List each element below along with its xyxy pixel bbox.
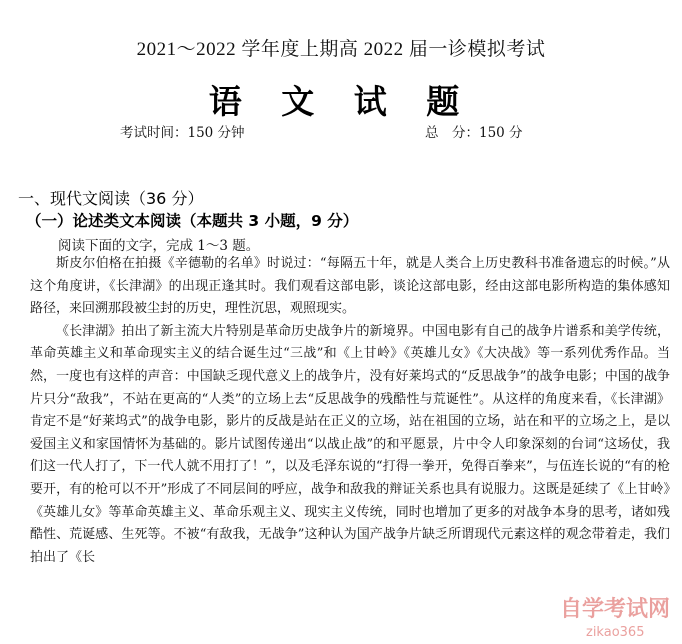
- passage-paragraph: 斯皮尔伯格在拍摄《辛德勒的名单》时说过：“每隔五十年，就是人类合上历史教科书准备遗忘的时候。”从这个角度讲，《长津湖》的出现正逢其时。我们观看这部电影，谈论这部电影，经由这部电影所构造的集体感知路径，来回溯那段被尘封的历史，理性沉思，观照现实。: [30, 256, 670, 317]
- reading-instruction: 阅读下面的文字，完成 1～3 题。: [58, 238, 260, 254]
- passage-body: [30, 253, 670, 569]
- exam-time-label: 考试时间：150 分钟: [120, 125, 245, 141]
- section-heading: 一、现代文阅读（36 分）: [18, 189, 204, 208]
- passage-paragraph: 《长津湖》拍出了新主流大片特别是革命历史战争片的新境界。中国电影有自己的战争片谱系和美学传统，革命英雄主义和革命现实主义的结合诞生过“三战”和《上甘岭》《英雄儿女》《大决战》等一系列优秀作品。当然，一度也有这样的声音：中国缺乏现代意义上的战争片，没有好莱坞式的“反思战争”的战争电影；中国的战争片只分“敌我”，不站在更高的“人类”的立场上去“反思战争的残酷性与荒诞性”。从这样的角度来看，《长津湖》肯定不是“好莱坞式”的战争电影，影片的反战是站在正义的立场，站在祖国的立场，站在和平的立场之上，是以爱国主义和家国情怀为基础的。影片试图传递出“以战止战”的和平愿景，片中令人印象深刻的台词“这场仗，我们这一代人打了，下一代人就不用打了！”，以及毛泽东说的“打得一拳开，免得百拳来”，与伍连长说的“有的枪要开，有的枪可以不开”形成了不同层间的呼应，战争和敌我的辩证关系也具有说服力。这既是延续了《上甘岭》《英雄儿女》等革命英雄主义、革命乐观主义、现实主义传统，同时也增加了更多的对战争本身的思考，诸如残酷性、荒诞感、生死等。不被“有敌我，无战争”这种认为国产战争片缺乏所谓现代元素这样的观念带着走，我们拍出了《长: [30, 323, 670, 565]
- watermark-sub: zikao365: [586, 625, 645, 640]
- exam-header: 2021～2022 学年度上期高 2022 届一诊模拟考试: [136, 39, 546, 60]
- exam-score-label: 总 分：150 分: [425, 125, 523, 141]
- subsection-heading: （一）论述类文本阅读（本题共 3 小题，9 分）: [26, 212, 359, 230]
- site-watermark-logo: [556, 590, 674, 642]
- exam-title: 语 文 试 题: [208, 82, 474, 121]
- watermark-text: 自学考试网: [560, 597, 671, 622]
